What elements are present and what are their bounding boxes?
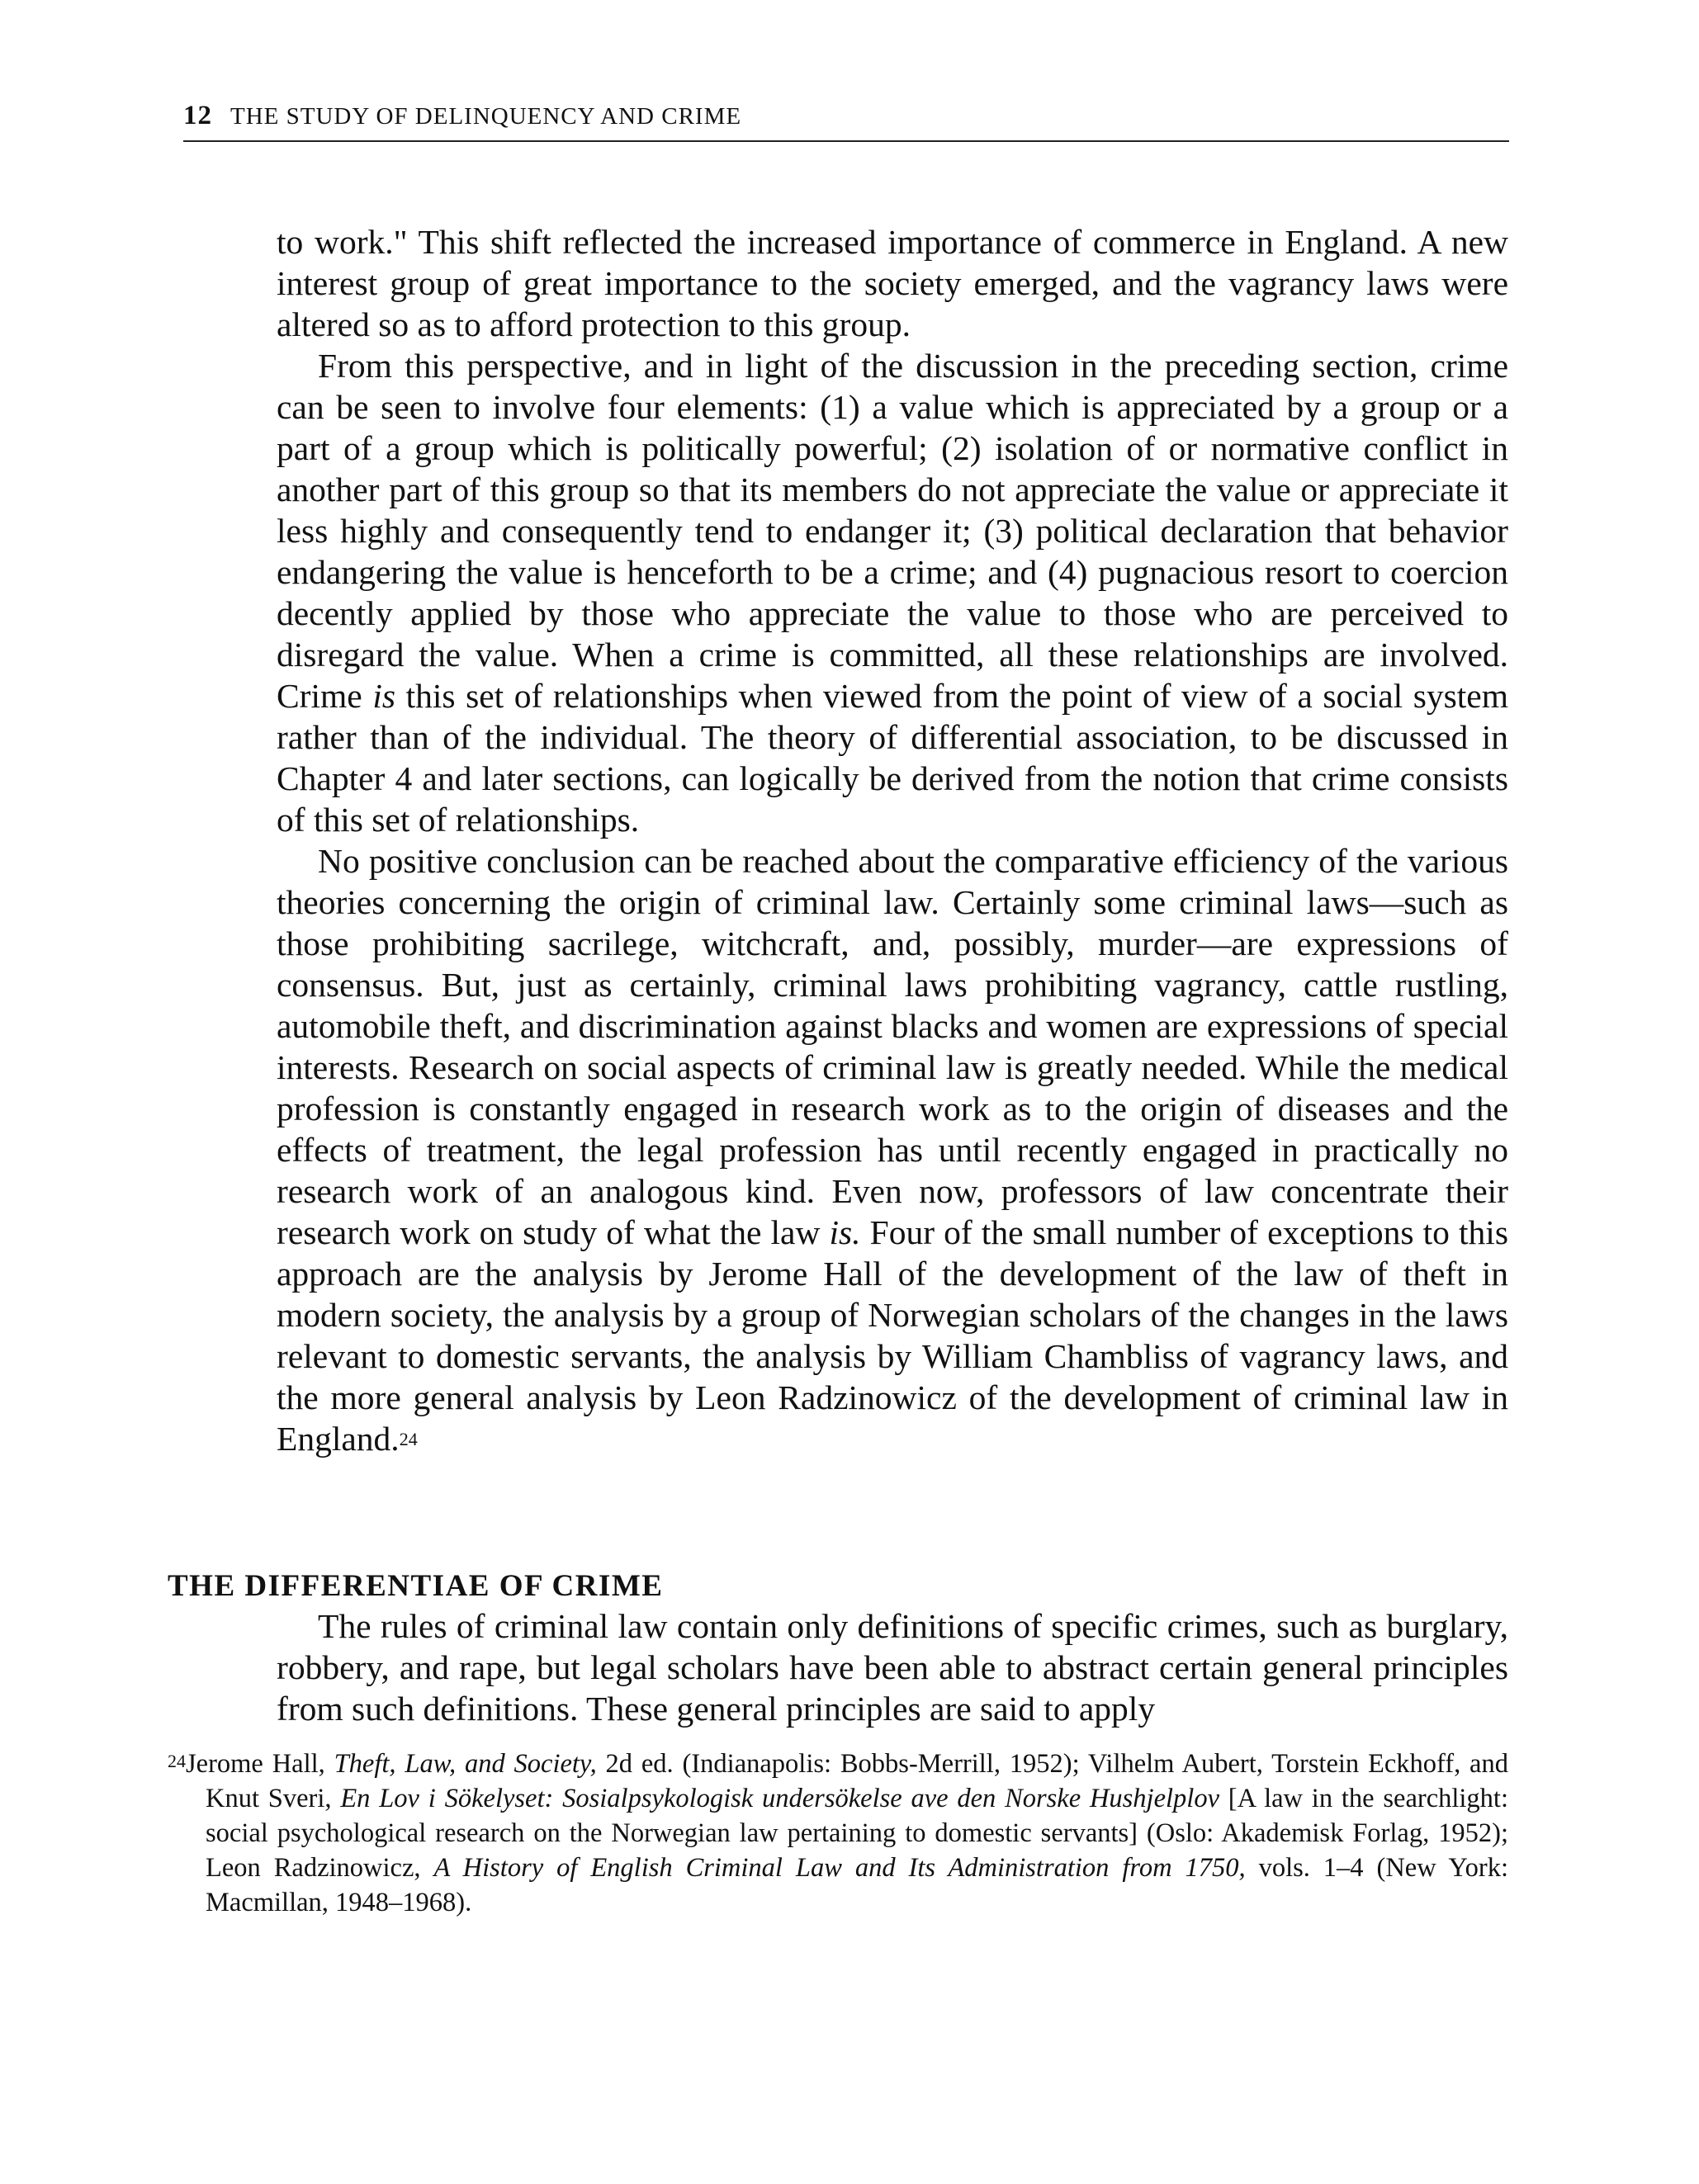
footnote-title: En Lov i Sökelyset: Sosialpsykologisk undersökelse ave den Norske Hushjelplov — [340, 1784, 1219, 1813]
footnote-text: 2d ed. (Indianapolis: Bobbs-Merrill, 1952); Vilhelm Aubert, Torstein Eckhoff, and Knut Sveri, — [206, 1749, 1508, 1813]
footnote-marker: 24 — [168, 1751, 186, 1771]
paragraph-rules-of-criminal-law: The rules of criminal law contain only definitions of specific crimes, such as burglary, robbery, and rape, but legal scholars have been able to abstract certain general principles from such definitions. These general principles are said to apply — [277, 1607, 1508, 1728]
paragraph-text: From this perspective, and in light of the discussion in the preceding section, crime can be seen to involve four elements: (1) a value which is appreciated by a group or a part of a group which is politically powerful; (2) isolation of or normative conflict in another part of this group so that its members do not appreciate the value or appreciate it less highly and consequently tend to endanger it; (3) political declaration that behavior endangering the value is henceforth to be a crime; and (4) pugnacious resort to coercion decently applied by those who appreciate the value to those who are perceived to disregard the value. When a crime is committed, all these relationships are involved. Crime — [277, 347, 1508, 715]
paragraph-origin-theories — [277, 840, 1508, 1459]
footnote-title: A History of English Criminal Law and Its Administration from 1750, — [433, 1853, 1246, 1883]
paragraph-text: this set of relationships when viewed from the point of view of a social system rather than of the individual. The theory of differential association, to be discussed in Chapter 4 and later sections, can logically be derived from the notion that crime consists of this set of relationships. — [277, 677, 1508, 839]
footnote-text: [A law in the searchlight: social psychological research on the Norwegian law pertaining to domestic servants] (Oslo: Akademisk Forlag, 1952); Leon Radzinowicz, — [206, 1784, 1508, 1883]
footnote-title: Theft, Law, and Society, — [334, 1749, 597, 1779]
paragraph-four-elements — [277, 345, 1508, 840]
paragraph-text: Four of the small number of exceptions to this approach are the analysis by Jerome Hall of the development of the law of theft in modern society, the analysis by a group of Norwegian scholars of the changes in the laws relevant to domestic servants, the analysis by William Chambliss of vagrancy laws, and the more general analysis by Leon Radzinowicz of the development of criminal law in England. — [277, 1213, 1508, 1458]
paragraph-text: No positive conclusion can be reached about the comparative efficiency of the various theories concerning the origin of criminal law. Certainly some criminal laws—such as those prohibiting sacrilege, witchcraft, and, possibly, murder—are expressions of consensus. But, just as certainly, criminal laws prohibiting vagrancy, cattle rustling, automobile theft, and discrimination against blacks and women are expressions of special interests. Research on social aspects of criminal law is greatly needed. While the medical profession is constantly engaged in research work as to the origin of diseases and the effects of treatment, the legal profession has until recently engaged in practically no research work of an analogous kind. Even now, professors of law concentrate their research work on study of what the law — [277, 842, 1508, 1251]
emphasis: is. — [829, 1213, 861, 1251]
footnote-text: Jerome Hall, — [186, 1749, 334, 1779]
footnote — [168, 1747, 1508, 1920]
footnote-reference: 24 — [399, 1429, 418, 1449]
emphasis: is — [372, 677, 395, 715]
running-head — [183, 101, 1509, 142]
section-body — [277, 1605, 1508, 1729]
running-title: THE STUDY OF DELINQUENCY AND CRIME — [230, 103, 742, 130]
body-text-block — [277, 221, 1508, 1459]
footnote-text: vols. 1–4 (New York: Macmillan, 1948–1968). — [206, 1853, 1508, 1917]
section-heading: THE DIFFERENTIAE OF CRIME — [168, 1569, 664, 1603]
paragraph-continued: to work." This shift reflected the increased importance of commerce in England. A new interest group of great importance to the society emerged, and the vagrancy laws were altered so as to afford protection to this group. — [277, 223, 1508, 343]
page-number: 12 — [183, 101, 212, 130]
